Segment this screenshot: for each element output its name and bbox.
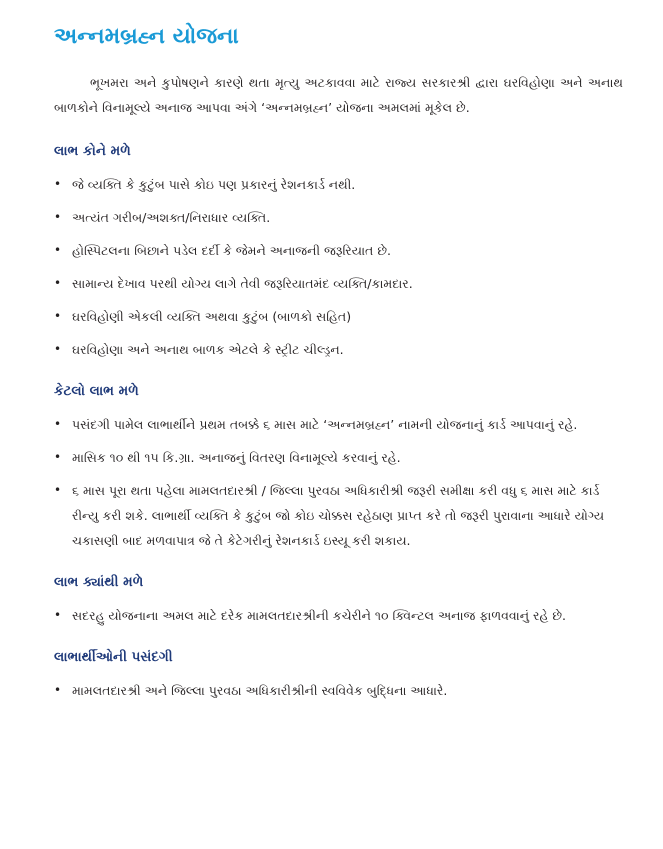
bullet-icon: • [54, 483, 62, 497]
list-item [54, 238, 623, 263]
bullet-icon: • [54, 309, 62, 323]
bullet-icon: • [54, 276, 62, 290]
section-where-benefit [54, 571, 623, 628]
list-item-text: ઘરવિહોણી એકલી વ્યક્તિ અથવા કુટુંબ (બાળકો સહિત) [72, 309, 352, 324]
section-heading: લાભ ક્યાંથી મળે [54, 574, 144, 590]
list-item [54, 678, 623, 703]
list-item-text: અત્યંત ગરીબ/અશક્ત/નિરાધાર વ્યક્તિ. [72, 210, 271, 225]
list-item [54, 271, 623, 296]
list-item [54, 445, 623, 470]
bullet-icon: • [54, 417, 62, 431]
bullet-list [54, 678, 623, 703]
bullet-icon: • [54, 450, 62, 464]
list-item-text: હોસ્પિટલના બિછાને પડેલ દર્દી કે જેમને અનાજની જરૂરિયાત છે. [72, 243, 391, 258]
list-item [54, 172, 623, 197]
bullet-list [54, 172, 623, 362]
intro-paragraph: ભૂખમરા અને કુપોષણને કારણે થતા મૃત્યુ અટકાવવા માટે રાજ્ય સરકારશ્રી દ્વારા ઘરવિહોણા અને અનાથ બાળકોને વિનામૂલ્યે અનાજ આપવા અંગે ‘અન્નમબ્રહ્ન’ યોજના અમલમાં મૂકેલ છે. [54, 75, 623, 115]
list-item [54, 304, 623, 329]
bullet-list [54, 412, 623, 553]
bullet-icon: • [54, 683, 62, 697]
list-item-text: સદરહુ યોજનાના અમલ માટે દરેક મામલતદારશ્રીની કચેરીને ૧૦ ક્વિન્ટલ અનાજ ફાળવવાનું રહે છે. [72, 608, 566, 623]
section-heading: કેટલો લાભ મળે [54, 383, 139, 399]
bullet-icon: • [54, 342, 62, 356]
list-item [54, 603, 623, 628]
list-item-text: ઘરવિહોણા અને અનાથ બાળક એટલે કે સ્ટ્રીટ ચીલ્ડ્રન. [72, 342, 344, 357]
list-item-text: સામાન્ય દેખાવ પરથી યોગ્ય લાગે તેવી જરૂરિયાતમંદ વ્યક્તિ/કામદાર. [72, 276, 413, 291]
list-item [54, 205, 623, 230]
list-item-text: મામલતદારશ્રી અને જિલ્લા પુરવઠા અધિકારીશ્રીની સ્વવિવેક બુદ્ધિના આધારે. [72, 683, 448, 698]
list-item-text: ૬ માસ પૂરા થતા પહેલા મામલતદારશ્રી / જિલ્લા પુરવઠા અધિકારીશ્રી જરૂરી સમીક્ષા કરી વધુ ૬ માસ માટે કાર્ડ રીન્યુ કરી શકે. લાભાર્થી વ્યક્તિ કે કુટુંબ જો કોઇ ચોક્કસ રહેઠાણ પ્રાપ્ત કરે તો જરૂરી પુરાવાના આધારે યોગ્ય ચકાસણી બાદ મળવાપાત્ર જે તે કેટેગરીનું રેશનકાર્ડ ઇસ્યૂ કરી શકાય. [72, 483, 605, 548]
list-item [54, 337, 623, 362]
list-item-text: માસિક ૧૦ થી ૧૫ કિ.ગ્રા. અનાજનું વિતરણ વિનામૂલ્યે કરવાનું રહે. [72, 450, 401, 465]
list-item-text: પસંદગી પામેલ લાભાર્થીને પ્રથમ તબક્કે ૬ માસ માટે ‘અન્નમબ્રહ્ન’ નામની યોજનાનું કાર્ડ આપવાનું રહે. [72, 417, 578, 432]
section-who-benefits [54, 140, 623, 362]
list-item [54, 412, 623, 437]
section-heading: લાભાર્થીઓની પસંદગી [54, 649, 173, 665]
bullet-icon: • [54, 177, 62, 191]
section-beneficiary-selection [54, 646, 623, 703]
bullet-icon: • [54, 608, 62, 622]
section-heading: લાભ કોને મળે [54, 143, 131, 159]
bullet-list [54, 603, 623, 628]
section-how-much-benefit [54, 380, 623, 553]
page-title: અન્નમબ્રહ્ન યોજના [54, 24, 239, 49]
list-item-text: જે વ્યક્તિ કે કુટુંબ પાસે કોઇ પણ પ્રકારનું રેશનકાર્ડ નથી. [72, 177, 356, 192]
bullet-icon: • [54, 243, 62, 257]
list-item [54, 478, 623, 553]
bullet-icon: • [54, 210, 62, 224]
